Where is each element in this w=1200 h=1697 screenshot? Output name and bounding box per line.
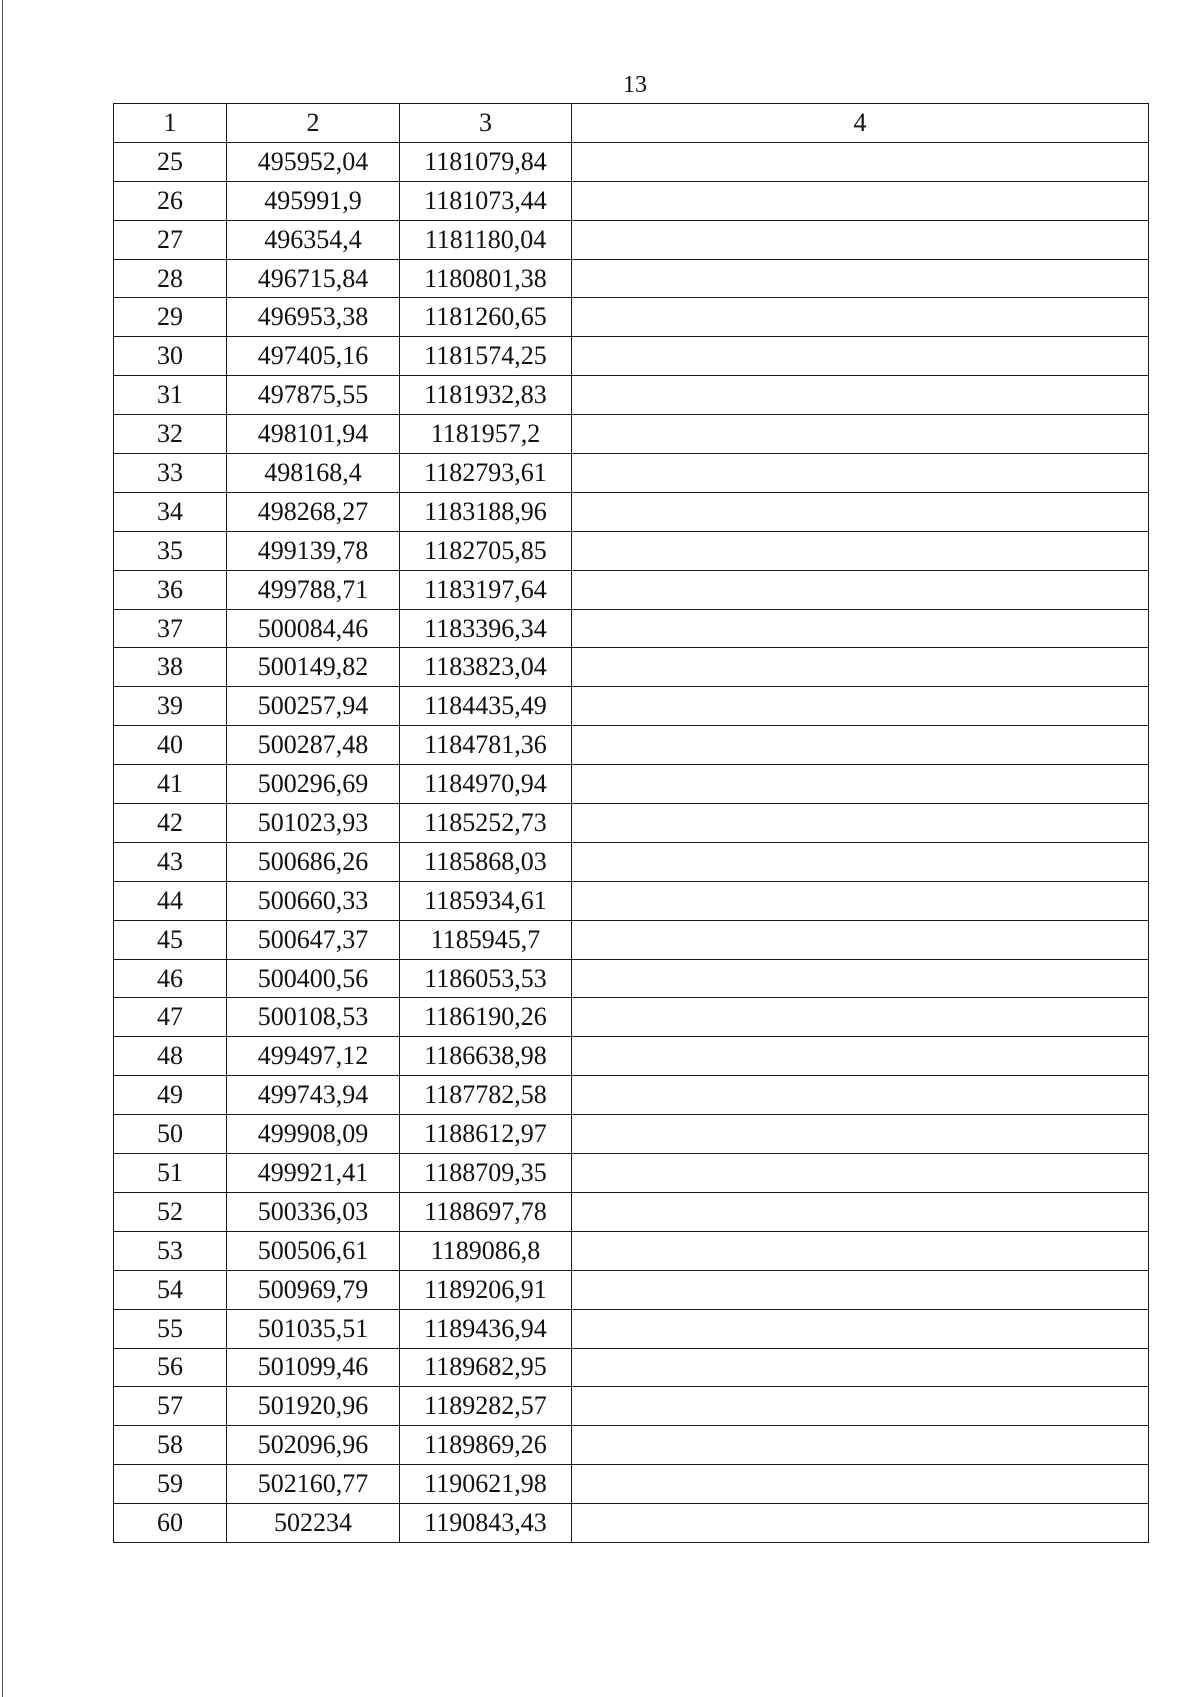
table-cell-col-3: 1183197,64 [400, 570, 572, 609]
table-cell-col-4 [572, 1504, 1149, 1543]
header-col-2: 2 [227, 104, 400, 143]
table-row [114, 454, 1149, 493]
table-cell-col-2: 495952,04 [227, 142, 400, 181]
table-cell-col-1: 60 [114, 1504, 227, 1543]
table-cell-col-1: 52 [114, 1192, 227, 1231]
table-cell-col-1: 36 [114, 570, 227, 609]
table-cell-col-4 [572, 1192, 1149, 1231]
table-cell-col-2: 495991,9 [227, 181, 400, 220]
table-cell-col-1: 34 [114, 492, 227, 531]
table-cell-col-1: 39 [114, 687, 227, 726]
table-row [114, 1348, 1149, 1387]
table-cell-col-4 [572, 492, 1149, 531]
table-cell-col-4 [572, 570, 1149, 609]
table-row [114, 259, 1149, 298]
table-cell-col-2: 500400,56 [227, 959, 400, 998]
table-cell-col-1: 56 [114, 1348, 227, 1387]
table-cell-col-3: 1182793,61 [400, 454, 572, 493]
table-cell-col-4 [572, 920, 1149, 959]
table-row [114, 415, 1149, 454]
table-cell-col-2: 499908,09 [227, 1115, 400, 1154]
table-cell-col-2: 501023,93 [227, 804, 400, 843]
table-row [114, 687, 1149, 726]
table-row [114, 1426, 1149, 1465]
table-cell-col-3: 1186638,98 [400, 1037, 572, 1076]
table-cell-col-4 [572, 998, 1149, 1037]
table-cell-col-3: 1187782,58 [400, 1076, 572, 1115]
table-header [114, 104, 1149, 143]
table-cell-col-4 [572, 1231, 1149, 1270]
table-row [114, 959, 1149, 998]
table-row [114, 1387, 1149, 1426]
table-cell-col-1: 35 [114, 531, 227, 570]
table-cell-col-3: 1184435,49 [400, 687, 572, 726]
table-cell-col-4 [572, 531, 1149, 570]
header-col-3: 3 [400, 104, 572, 143]
table-cell-col-4 [572, 609, 1149, 648]
table-cell-col-1: 33 [114, 454, 227, 493]
header-row [114, 104, 1149, 143]
table-cell-col-3: 1185934,61 [400, 881, 572, 920]
table-cell-col-2: 497875,55 [227, 376, 400, 415]
table-cell-col-3: 1190843,43 [400, 1504, 572, 1543]
table-cell-col-3: 1185945,7 [400, 920, 572, 959]
table-cell-col-2: 498101,94 [227, 415, 400, 454]
table-cell-col-2: 500108,53 [227, 998, 400, 1037]
table-row [114, 920, 1149, 959]
table-cell-col-3: 1184970,94 [400, 765, 572, 804]
table-row [114, 998, 1149, 1037]
table-cell-col-1: 50 [114, 1115, 227, 1154]
table-cell-col-4 [572, 648, 1149, 687]
table-cell-col-2: 496953,38 [227, 298, 400, 337]
table-cell-col-2: 500257,94 [227, 687, 400, 726]
header-col-4: 4 [572, 104, 1149, 143]
table-row [114, 1037, 1149, 1076]
table-cell-col-2: 500336,03 [227, 1192, 400, 1231]
page-number: 13 [623, 72, 647, 98]
table-cell-col-4 [572, 726, 1149, 765]
table-row [114, 1154, 1149, 1193]
table-cell-col-3: 1190621,98 [400, 1465, 572, 1504]
table-cell-col-1: 26 [114, 181, 227, 220]
table-row [114, 142, 1149, 181]
table-cell-col-1: 57 [114, 1387, 227, 1426]
table-cell-col-2: 500296,69 [227, 765, 400, 804]
table-cell-col-2: 496354,4 [227, 220, 400, 259]
table-row [114, 765, 1149, 804]
table-row [114, 181, 1149, 220]
table-row [114, 1231, 1149, 1270]
table-cell-col-1: 38 [114, 648, 227, 687]
table-cell-col-4 [572, 1076, 1149, 1115]
table-cell-col-2: 497405,16 [227, 337, 400, 376]
table-cell-col-4 [572, 765, 1149, 804]
table-cell-col-2: 498168,4 [227, 454, 400, 493]
table-cell-col-2: 500660,33 [227, 881, 400, 920]
table-cell-col-2: 499497,12 [227, 1037, 400, 1076]
table-cell-col-3: 1189682,95 [400, 1348, 572, 1387]
table-cell-col-4 [572, 1426, 1149, 1465]
table-cell-col-4 [572, 1309, 1149, 1348]
table-cell-col-1: 30 [114, 337, 227, 376]
coordinates-table [113, 103, 1149, 1543]
table-cell-col-3: 1189436,94 [400, 1309, 572, 1348]
table-cell-col-3: 1188612,97 [400, 1115, 572, 1154]
table-cell-col-3: 1181079,84 [400, 142, 572, 181]
table-cell-col-1: 28 [114, 259, 227, 298]
table-cell-col-1: 41 [114, 765, 227, 804]
table-cell-col-1: 58 [114, 1426, 227, 1465]
table-cell-col-1: 45 [114, 920, 227, 959]
table-cell-col-1: 55 [114, 1309, 227, 1348]
table-cell-col-2: 499139,78 [227, 531, 400, 570]
table-cell-col-1: 25 [114, 142, 227, 181]
table-cell-col-2: 500084,46 [227, 609, 400, 648]
table-cell-col-1: 43 [114, 842, 227, 881]
table-cell-col-2: 500969,79 [227, 1270, 400, 1309]
table-row [114, 1309, 1149, 1348]
table-cell-col-3: 1183188,96 [400, 492, 572, 531]
table-row [114, 1192, 1149, 1231]
table-cell-col-4 [572, 959, 1149, 998]
table-row [114, 726, 1149, 765]
table-cell-col-3: 1181260,65 [400, 298, 572, 337]
table-cell-col-1: 32 [114, 415, 227, 454]
table-cell-col-1: 54 [114, 1270, 227, 1309]
table-cell-col-4 [572, 881, 1149, 920]
table-cell-col-4 [572, 1348, 1149, 1387]
table-row [114, 1115, 1149, 1154]
table-cell-col-1: 46 [114, 959, 227, 998]
table-row [114, 881, 1149, 920]
table-cell-col-2: 499788,71 [227, 570, 400, 609]
table-cell-col-3: 1181073,44 [400, 181, 572, 220]
table-cell-col-1: 53 [114, 1231, 227, 1270]
table-cell-col-1: 37 [114, 609, 227, 648]
table-cell-col-4 [572, 454, 1149, 493]
table-body [114, 142, 1149, 1542]
table-cell-col-2: 502160,77 [227, 1465, 400, 1504]
table-cell-col-1: 40 [114, 726, 227, 765]
header-col-1: 1 [114, 104, 227, 143]
table-row [114, 298, 1149, 337]
table-cell-col-3: 1185252,73 [400, 804, 572, 843]
table-cell-col-3: 1184781,36 [400, 726, 572, 765]
table-row [114, 337, 1149, 376]
table-cell-col-1: 59 [114, 1465, 227, 1504]
table-cell-col-4 [572, 415, 1149, 454]
table-row [114, 376, 1149, 415]
table-cell-col-4 [572, 687, 1149, 726]
table-cell-col-3: 1188709,35 [400, 1154, 572, 1193]
table-cell-col-3: 1180801,38 [400, 259, 572, 298]
table-cell-col-4 [572, 1465, 1149, 1504]
table-row [114, 492, 1149, 531]
table-row [114, 531, 1149, 570]
table-cell-col-3: 1181180,04 [400, 220, 572, 259]
table-row [114, 609, 1149, 648]
page-left-edge [2, 0, 3, 1697]
table-cell-col-3: 1186190,26 [400, 998, 572, 1037]
table-cell-col-1: 47 [114, 998, 227, 1037]
table-cell-col-3: 1181957,2 [400, 415, 572, 454]
table-cell-col-2: 496715,84 [227, 259, 400, 298]
table-cell-col-2: 500149,82 [227, 648, 400, 687]
table-cell-col-4 [572, 142, 1149, 181]
table-cell-col-3: 1182705,85 [400, 531, 572, 570]
table-cell-col-4 [572, 1387, 1149, 1426]
table-cell-col-4 [572, 1154, 1149, 1193]
table-row [114, 220, 1149, 259]
table-cell-col-2: 501099,46 [227, 1348, 400, 1387]
table-cell-col-4 [572, 1270, 1149, 1309]
table-cell-col-4 [572, 1037, 1149, 1076]
table-cell-col-3: 1183396,34 [400, 609, 572, 648]
table-cell-col-4 [572, 337, 1149, 376]
table-cell-col-2: 500287,48 [227, 726, 400, 765]
table-cell-col-4 [572, 1115, 1149, 1154]
table-cell-col-3: 1185868,03 [400, 842, 572, 881]
table-row [114, 842, 1149, 881]
table-cell-col-3: 1188697,78 [400, 1192, 572, 1231]
table-cell-col-2: 498268,27 [227, 492, 400, 531]
table-cell-col-4 [572, 220, 1149, 259]
table-cell-col-1: 49 [114, 1076, 227, 1115]
table-row [114, 1076, 1149, 1115]
table-cell-col-1: 31 [114, 376, 227, 415]
table-cell-col-1: 44 [114, 881, 227, 920]
table-cell-col-2: 502234 [227, 1504, 400, 1543]
table-cell-col-3: 1189206,91 [400, 1270, 572, 1309]
table-cell-col-3: 1189869,26 [400, 1426, 572, 1465]
table-cell-col-3: 1183823,04 [400, 648, 572, 687]
table-cell-col-4 [572, 181, 1149, 220]
table-cell-col-3: 1181574,25 [400, 337, 572, 376]
table-cell-col-2: 501035,51 [227, 1309, 400, 1348]
table-cell-col-2: 500506,61 [227, 1231, 400, 1270]
table-cell-col-1: 48 [114, 1037, 227, 1076]
table-cell-col-4 [572, 259, 1149, 298]
table-cell-col-2: 502096,96 [227, 1426, 400, 1465]
table-cell-col-1: 51 [114, 1154, 227, 1193]
table-row [114, 570, 1149, 609]
table-cell-col-2: 499921,41 [227, 1154, 400, 1193]
table-cell-col-4 [572, 842, 1149, 881]
table-cell-col-4 [572, 376, 1149, 415]
table-cell-col-2: 501920,96 [227, 1387, 400, 1426]
table-row [114, 1270, 1149, 1309]
table-cell-col-3: 1186053,53 [400, 959, 572, 998]
table-cell-col-1: 42 [114, 804, 227, 843]
table-cell-col-2: 500686,26 [227, 842, 400, 881]
table-cell-col-1: 29 [114, 298, 227, 337]
table-cell-col-1: 27 [114, 220, 227, 259]
table-cell-col-3: 1181932,83 [400, 376, 572, 415]
table-row [114, 804, 1149, 843]
table-cell-col-2: 499743,94 [227, 1076, 400, 1115]
table-row [114, 1504, 1149, 1543]
table-cell-col-3: 1189282,57 [400, 1387, 572, 1426]
table-cell-col-4 [572, 804, 1149, 843]
table-cell-col-4 [572, 298, 1149, 337]
table-cell-col-2: 500647,37 [227, 920, 400, 959]
table-cell-col-3: 1189086,8 [400, 1231, 572, 1270]
table-row [114, 1465, 1149, 1504]
table-row [114, 648, 1149, 687]
